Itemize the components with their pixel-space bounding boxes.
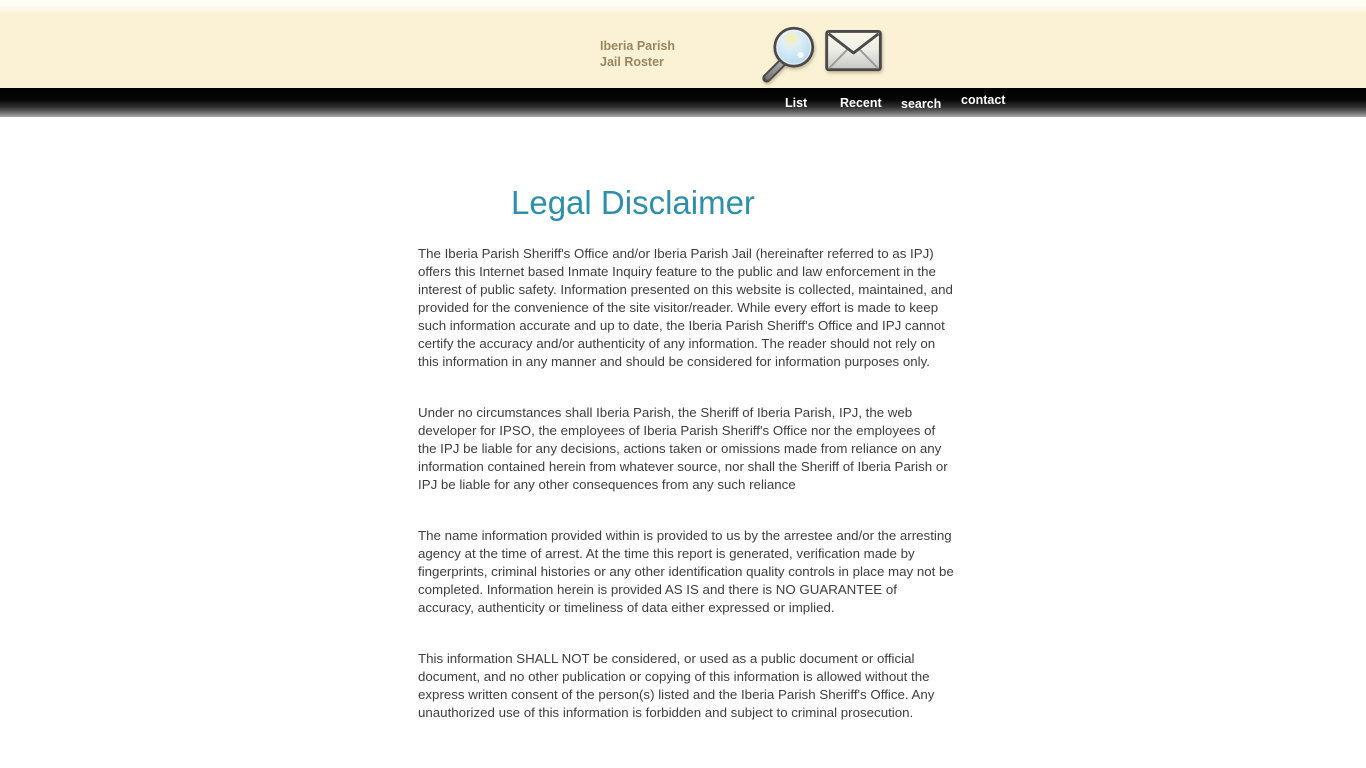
site-title: [600, 38, 675, 70]
disclaimer-paragraph-2: Under no circumstances shall Iberia Parish, the Sheriff of Iberia Parish, IPJ, the web developer for IPSO, the employees of Iberia Parish Sheriff's Office nor the employees of the IPJ be liable for any decisions, actions taken or omissions made from reliance on any information contained herein from whatever source, nor shall the Sheriff of Iberia Parish or IPJ be liable for any other consequences from any such reliance: [418, 405, 948, 492]
nav-item-contact[interactable]: contact: [961, 93, 1006, 107]
main-nav: [0, 88, 1366, 117]
disclaimer-paragraph-4: This information SHALL NOT be considered, or used as a public document or official document, and no other publication or copying of this information is allowed without the express written consent of the person(s) listed and the Iberia Parish Sheriff's Office. Any unauthorized use of this information is forbidden and subject to criminal prosecution.: [418, 651, 935, 720]
mail-icon[interactable]: [824, 29, 884, 80]
search-icon[interactable]: [756, 23, 818, 90]
nav-item-search[interactable]: search: [901, 97, 942, 111]
site-title-line1: Iberia Parish: [600, 39, 676, 53]
nav-item-list[interactable]: List: [785, 96, 808, 110]
site-header: [0, 13, 1366, 88]
site-title-line2: Jail Roster: [600, 55, 664, 69]
disclaimer-content: [418, 117, 956, 722]
disclaimer-paragraph-3: The name information provided within is provided to us by the arrestee and/or the arresting agency at the time of arrest. At the time this report is generated, verification made by fingerprints, criminal histories or any other identification quality controls in place may not be completed. Information herein is provided AS IS and there is NO GUARANTEE of accuracy, authenticity or timeliness of data either expressed or implied.: [418, 528, 954, 615]
top-strip: [0, 0, 1366, 13]
header-icons: [756, 23, 884, 87]
page-title: Legal Disclaimer: [511, 184, 755, 221]
disclaimer-paragraph-1: The Iberia Parish Sheriff's Office and/or Iberia Parish Jail (hereinafter referred to as IPJ) offers this Internet based Inmate Inquiry feature to the public and law enforcement in the interest of public safety. Information presented on this website is collected, maintained, and provided for the convenience of the site visitor/reader. While every effort is made to keep such information accurate and up to date, the Iberia Parish Sheriff's Office and IPJ cannot certify the accuracy and/or authenticity of any information. The reader should not rely on this information in any manner and should be considered for information purposes only.: [418, 246, 953, 369]
nav-item-recent[interactable]: Recent: [840, 96, 882, 110]
